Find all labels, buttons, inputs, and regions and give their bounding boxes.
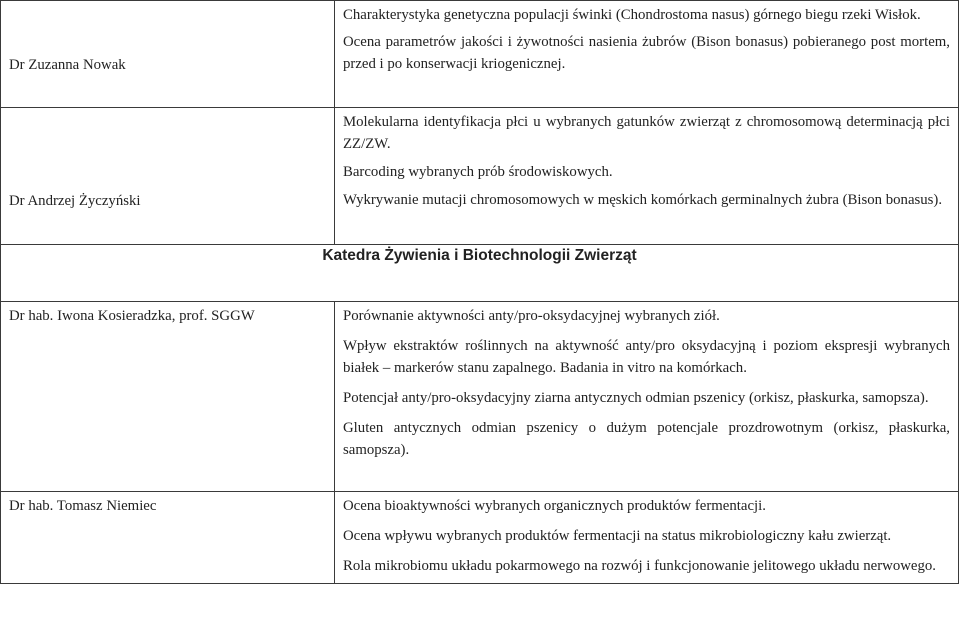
supervisor-name: Dr Zuzanna Nowak — [9, 57, 126, 73]
supervisor-name: Dr Andrzej Życzyński — [9, 193, 141, 209]
thesis-topic: Gluten antycznych odmian pszenicy o dużym potencjale prozdrowotnym (orkisz, płaskurka, samopsza). — [343, 420, 950, 458]
thesis-topic: Ocena parametrów jakości i żywotności nasienia żubrów (Bison bonasus) pobieranego post mortem, przed i po konserwacji kriogenicznej. — [343, 34, 950, 72]
thesis-topic: Porównanie aktywności anty/pro-oksydacyjnej wybranych ziół. — [343, 308, 720, 324]
topics-cell — [335, 1, 959, 108]
department-title: Katedra Żywienia i Biotechnologii Zwierząt — [1, 245, 959, 302]
table-row — [1, 245, 959, 302]
thesis-topic: Potencjał anty/pro-oksydacyjny ziarna antycznych odmian pszenicy (orkisz, płaskurka, samopsza). — [343, 390, 929, 406]
supervisor-cell — [1, 108, 335, 245]
topics-cell — [335, 492, 959, 584]
thesis-topic: Molekularna identyfikacja płci u wybranych gatunków zwierząt z chromosomową determinacją płci ZZ/ZW. — [343, 114, 950, 152]
table-row — [1, 108, 959, 245]
thesis-topic: Wykrywanie mutacji chromosomowych w męskich komórkach germinalnych żubra (Bison bonasus). — [343, 192, 943, 208]
table-row — [1, 302, 959, 492]
thesis-topic: Charakterystyka genetyczna populacji świnki (Chondrostoma nasus) górnego biegu rzeki Wisłok. — [343, 7, 921, 23]
table-row — [1, 1, 959, 108]
thesis-topic: Wpływ ekstraktów roślinnych na aktywność anty/pro oksydacyjną i poziom ekspresji wybranych białek – markerów stanu zapalnego. Badania in vitro na komórkach. — [343, 338, 950, 376]
supervisor-cell — [1, 302, 335, 492]
thesis-topic: Barcoding wybranych prób środowiskowych. — [343, 164, 613, 180]
supervisor-name: Dr hab. Iwona Kosieradzka, prof. SGGW — [9, 308, 255, 324]
topics-cell — [335, 108, 959, 245]
supervisor-name: Dr hab. Tomasz Niemiec — [9, 498, 157, 514]
supervisor-cell — [1, 1, 335, 108]
thesis-topic: Ocena wpływu wybranych produktów fermentacji na status mikrobiologiczny kału zwierząt. — [343, 528, 892, 544]
topics-cell — [335, 302, 959, 492]
thesis-topic: Rola mikrobiomu układu pokarmowego na rozwój i funkcjonowanie jelitowego układu nerwowego. — [343, 558, 936, 574]
supervisor-cell — [1, 492, 335, 584]
thesis-topic: Ocena bioaktywności wybranych organicznych produktów fermentacji. — [343, 498, 766, 514]
table-row — [1, 492, 959, 584]
